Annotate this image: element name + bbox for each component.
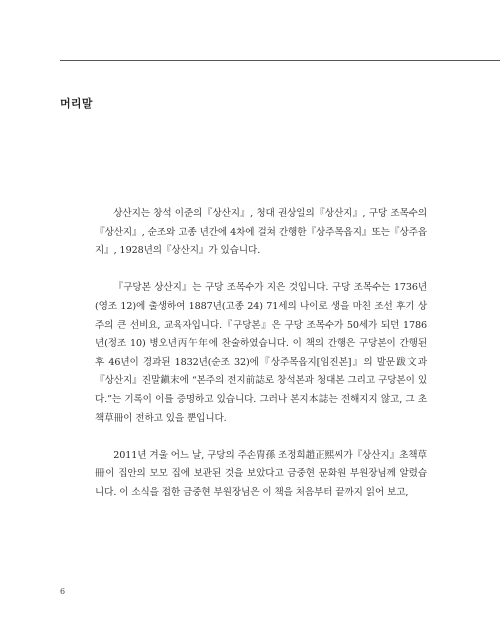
body-text	[95, 205, 427, 503]
paragraph-3: 2011년 겨울 어느 날, 구당의 주손冑孫 조정희趙正熙씨가『상산지』초책草冊이 집안의 모모 집에 보관된 것을 보았다고 금중현 문화원 부원장님께 알렸습니다. 이 소식을 접한 금중현 부원장님은 이 책을 처음부터 끝까지 읽어 보고,	[95, 449, 427, 498]
section-title: 머리말	[60, 97, 93, 110]
page-number: 6	[60, 587, 66, 596]
paragraph-1: 상산지는 창석 이준의『상산지』, 청대 권상일의『상산지』, 구당 조목수의『상산지』, 순조와 고종 년간에 4차에 걸쳐 간행한『상주목읍지』또는『상주읍지』, 1928년의『상산지』가 있습니다.	[95, 208, 427, 257]
top-horizontal-rule	[60, 60, 500, 61]
paragraph-2: 『구당본 상산지』는 구당 조목수가 지은 것입니다. 구당 조목수는 1736년(영조 12)에 출생하여 1887년(고종 24) 71세의 나이로 생을 마친 조선 후기 상주의 큰 선비요, 교육자입니다.『구당본』은 구당 조목수가 50세가 되던 1786년(정조 10) 병오년丙午年에 찬술하였습니다. 이 책의 간행은 구당본이 간행된 후 46년이 경과된 1832년(순조 32)에『상주목읍지[임진본]』의 발문跋文과『상산지』진말鎭末에 “본주의 전지前誌로 창석본과 청대본 그리고 구당본이 있다.”는 기록이 이를 증명하고 있습니다. 그러나 본지本誌는 전해지지 않고, 그 초책草冊이 전하고 있을 뿐입니다.	[95, 282, 427, 424]
